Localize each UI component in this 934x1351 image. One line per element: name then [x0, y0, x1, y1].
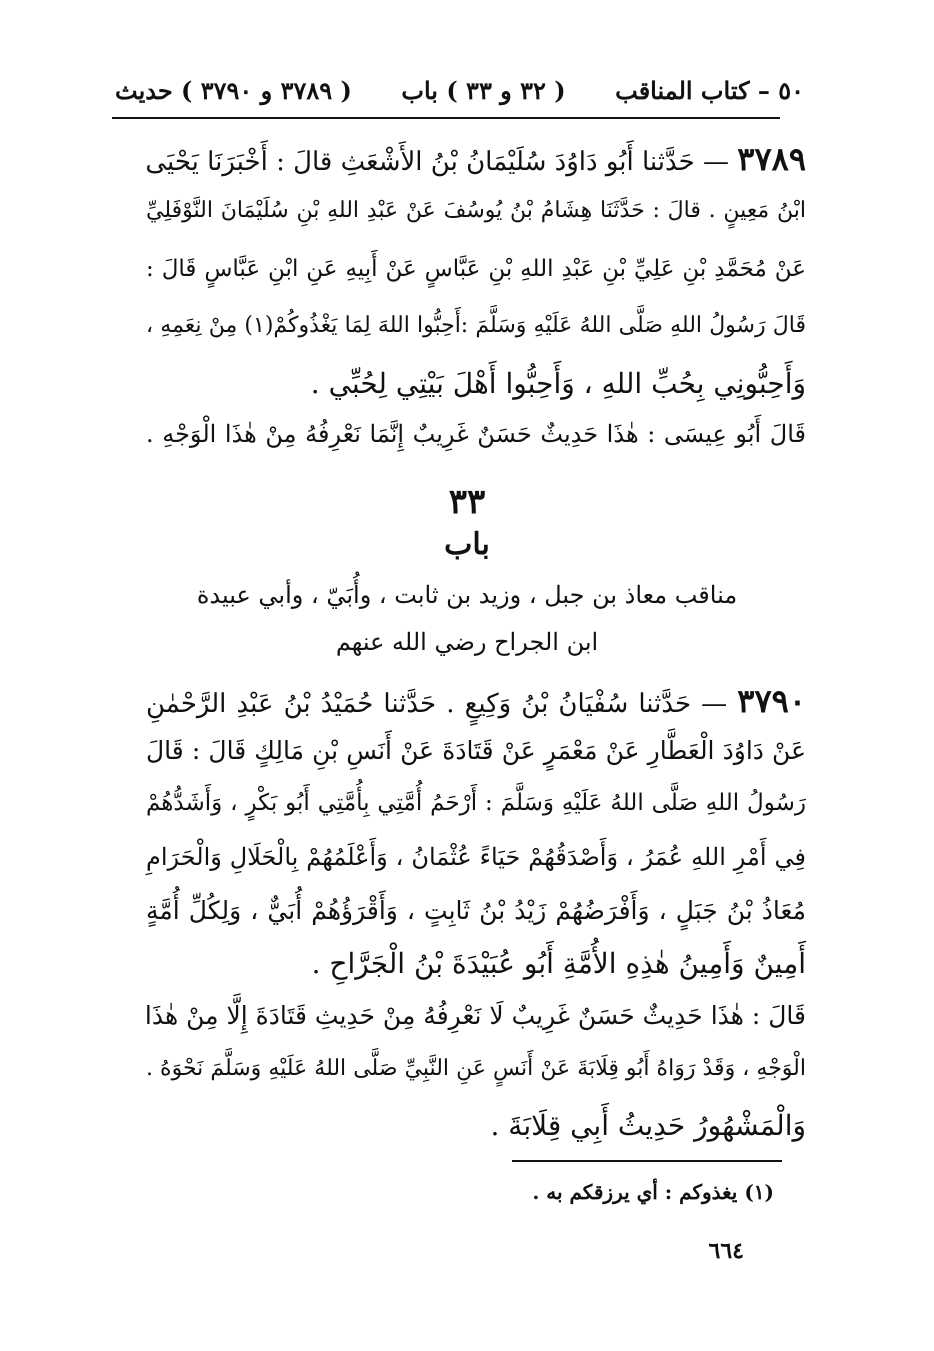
hadith-3790-comment-3: وَالْمَشْهُورُ حَدِيثُ أَبِي قِلَابَةَ . — [490, 1109, 806, 1142]
chapter-number: ٣٣ — [448, 482, 486, 522]
chapter-subtitle-1: مناقب معاذ بن جبل ، وزيد بن ثابت ، وأُبَيّ ، وأبي عبيدة — [196, 581, 738, 609]
hadith-3789-line-1: ٣٧٨٩ — حَدَّثنا أَبُو دَاوُدَ سُلَيْمَانُ بْنُ الأَشْعَثِ قالَ : أَخْبَرَنَا يَحْيَى — [145, 140, 806, 178]
chapter-subtitle-2: ابن الجراح رضي الله عنهم — [335, 628, 599, 656]
hadith-3789-line-2: ابْنُ مَعِينٍ . قالَ : حَدَّثَنَا هِشَامُ بْنُ يُوسُفَ عَنْ عَبْدِ اللهِ بْنِ سُلَيْمَانَ النَّوْفَلِيِّ — [146, 198, 806, 223]
header-chapter-ref: ( ٣٢ و ٣٣ ) باب — [401, 75, 566, 105]
hadith-3789-line-3: عَنْ مُحَمَّدِ بْنِ عَلِيِّ بْنِ عَبْدِ اللهِ بْنِ عَبَّاسٍ عَنْ أَبِيهِ عَنِ ابْنِ عَبَّاسٍ قَالَ : — [146, 256, 806, 282]
hadith-3790-line-4: فِي أَمْرِ اللهِ عُمَرُ ، وَأَصْدَقُهُمْ حَيَاءً عُثْمَانُ ، وَأَعْلَمُهُمْ بِالْحَلَالِ وَالْحَرَامِ — [146, 843, 806, 871]
hadith-3789-line-4: قَالَ رَسُولُ اللهِ صَلَّى اللهُ عَلَيْهِ وَسَلَّمَ :أَحِبُّوا اللهَ لِمَا يَغْذُوكُمْ(١) مِنْ نِعَمِهِ ، — [146, 313, 806, 338]
header-rule — [112, 117, 780, 119]
hadith-3790-line-1: ٣٧٩٠ — حَدَّثنا سُفْيَانُ بْنُ وَكِيعٍ . حَدَّثنا حُمَيْدُ بْنُ عَبْدِ الرَّحْمٰنِ — [146, 682, 807, 720]
chapter-title: باب — [444, 527, 490, 562]
hadith-3790-line-6: أَمِينٌ وَأَمِينُ هٰذِهِ الأُمَّةِ أَبُو عُبَيْدَةَ بْنُ الْجَرَّاحِ . — [311, 947, 806, 980]
hadith-3790-comment-2: الْوَجْهِ ، وَقَدْ رَوَاهُ أَبُو قِلَابَةَ عَنْ أَنَسٍ عَنِ النَّبِيِّ صَلَّى اللهُ عَلَيْهِ وَسَلَّمَ نَحْوَهُ . — [146, 1056, 806, 1081]
hadith-number: ٣٧٩٠ — [737, 682, 807, 720]
hadith-3789-line-5: وَأَحِبُّونِي بِحُبِّ اللهِ ، وَأَحِبُّوا أَهْلَ بَيْتِي لِحُبِّي . — [310, 367, 806, 400]
hadith-number: ٣٧٨٩ — [737, 140, 806, 178]
hadith-3790-comment-1: قَالَ : هٰذَا حَدِيثٌ حَسَنٌ غَرِيبٌ لَا نَعْرِفُهُ مِنْ حَدِيثِ قَتَادَةَ إِلَّا مِنْ هٰذَا — [144, 1001, 806, 1030]
page-number: ٦٦٤ — [708, 1238, 744, 1264]
page-header — [115, 70, 804, 110]
hadith-3790-line-2: عَنْ دَاوُدَ الْعَطَّارِ عَنْ مَعْمَرٍ عَنْ قَتَادَةَ عَنْ أَنَسِ بْنِ مَالِكٍ قَالَ : قَالَ — [146, 736, 806, 765]
header-book-title: ٥٠ – كتاب المناقب — [615, 75, 804, 105]
header-hadith-ref: ( ٣٧٨٩ و ٣٧٩٠ ) حديث — [115, 75, 352, 105]
hadith-3789-comment: قَالَ أَبُو عِيسَى : هٰذَا حَدِيثٌ حَسَنٌ غَرِيبٌ إِنَّمَا نَعْرِفُهُ مِنْ هٰذَا الْوَجْهِ . — [146, 420, 806, 448]
footnote: (١) يغذوكم : أي يرزقكم به . — [532, 1180, 774, 1204]
footnote-rule — [512, 1160, 782, 1162]
hadith-3790-line-5: مُعَاذُ بْنُ جَبَلٍ ، وَأَفْرَضُهُمْ زَيْدُ بْنُ ثَابِتٍ ، وَأَقْرَؤُهُمْ أُبَيٌّ ، وَلِكُلِّ أُمَّةٍ — [146, 896, 806, 925]
hadith-3790-line-3: رَسُولُ اللهِ صَلَّى اللهُ عَلَيْهِ وَسَلَّمَ : أَرْحَمُ أُمَّتِي بِأُمَّتِي أَبُو بَكْرٍ ، وَأَشَدُّهُمْ — [146, 790, 806, 816]
